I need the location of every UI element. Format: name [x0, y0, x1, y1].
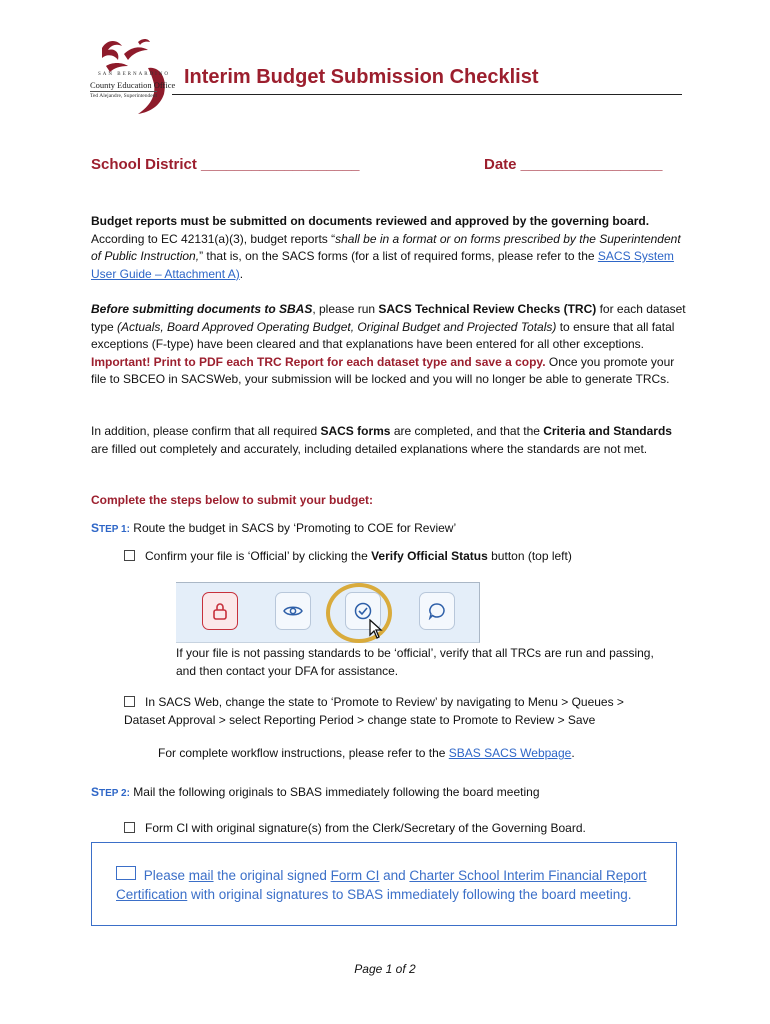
check-circle-icon — [354, 602, 372, 620]
confirm-t1: In addition, please confirm that all required — [91, 424, 321, 438]
step2-item1 — [124, 820, 664, 838]
confirm-b2: Criteria and Standards — [543, 424, 672, 438]
confirm-t3: are filled out completely and accurately, including detailed explanations where the standards are not met. — [91, 441, 648, 456]
chat-bubble-icon — [428, 602, 446, 620]
step1-item1-post: button (top left) — [487, 549, 572, 563]
page-title: Interim Budget Submission Checklist — [184, 66, 539, 88]
step1-note: If your file is not passing standards to be ‘official’, verify that all TRCs are run and passing, and then contact your DFA for assistance. — [176, 646, 654, 678]
eye-icon — [283, 604, 303, 618]
mail-t2: the original signed — [213, 868, 331, 883]
step1-label — [91, 521, 130, 535]
page-number: Page 1 of 2 — [354, 962, 416, 976]
confirm-t2: are completed, and that the — [390, 424, 544, 438]
lock-button[interactable] — [202, 592, 238, 630]
steps-heading: Complete the steps below to submit your budget: — [91, 493, 374, 507]
sacs-toolbar-image — [176, 582, 480, 643]
intro-bold: Budget reports must be submitted on documents reviewed and approved by the governing board. — [91, 214, 650, 228]
step2-text: Mail the following originals to SBAS immediately following the board meeting — [129, 785, 540, 799]
step1-heading — [91, 521, 456, 535]
step1-item1-pre: Confirm your file is ‘Official’ by clicking the — [145, 549, 372, 563]
trc-t2: for each dataset type — [91, 302, 686, 334]
mail-note — [116, 866, 676, 904]
school-district-field: School District ___________________ — [91, 156, 360, 173]
step1-item1 — [124, 548, 664, 566]
intro-end: . — [239, 266, 244, 281]
workflow-pre: For complete workflow instructions, please refer to the — [158, 746, 449, 760]
workflow-post: . — [571, 746, 575, 760]
mail-icon — [116, 866, 136, 880]
title-divider — [172, 94, 682, 95]
form-ci-link[interactable]: Form CI — [330, 868, 380, 883]
lock-icon — [212, 602, 228, 620]
trc-b1: SACS Technical Review Checks (TRC) — [378, 302, 597, 316]
mail-link[interactable]: mail — [188, 868, 214, 883]
logo-line1: SAN BERNARDINO — [98, 72, 171, 77]
confirm-b1: SACS forms — [320, 424, 391, 438]
step2-item1-text: Form CI with original signature(s) from the Clerk/Secretary of the Governing Board. — [145, 821, 586, 835]
step2-label — [91, 785, 130, 799]
trc-important: Important! Print to PDF each TRC Report for each dataset type and save a copy. — [91, 354, 546, 369]
logo-swoosh-icon — [88, 36, 174, 120]
mail-t4: with original signatures to SBAS immediately following the board meeting. — [187, 887, 632, 902]
checkbox[interactable] — [124, 550, 135, 561]
confirm-paragraph — [91, 423, 691, 458]
logo-line3: Ted Alejandre, Superintendent — [90, 93, 157, 99]
step1-item2-text: In SACS Web, change the state to ‘Promote to Review’ by navigating to Menu > Queues > Dataset Approval > select Reporting Period > change state to Promote to Review > Save — [124, 695, 624, 727]
comments-button[interactable] — [419, 592, 455, 630]
trc-lead: Before submitting documents to SBAS — [91, 302, 313, 316]
intro-post: ” that is, on the SACS forms (for a list of required forms, please refer to the — [199, 249, 598, 263]
step2-label-s: S — [91, 785, 100, 799]
step2-heading — [91, 785, 540, 799]
intro-pre: According to EC 42131(a)(3), budget reports “ — [91, 231, 336, 246]
trc-t1: , please run — [312, 302, 379, 316]
step1-item1-bold: Verify Official Status — [371, 549, 488, 563]
intro-paragraph — [91, 213, 691, 283]
trc-i1: (Actuals, Board Approved Operating Budget, Original Budget and Projected Totals) — [117, 319, 557, 334]
checkbox[interactable] — [124, 822, 135, 833]
mail-t3: and — [379, 868, 410, 883]
checkbox[interactable] — [124, 696, 135, 707]
step2-label-rest: TEP 2: — [99, 788, 130, 799]
intro-quote: shall be in a format or on forms prescribed by the Superintendent of Public Instruction, — [91, 231, 681, 263]
trc-t3: to ensure that all fatal exceptions (F-type) have been cleared and that explanations have been entered for all other exceptions. — [91, 319, 675, 351]
step1-item2 — [124, 694, 664, 729]
step1-label-s: S — [91, 521, 100, 535]
sacs-user-guide-link[interactable]: SACS System User Guide – Attachment A) — [91, 249, 674, 281]
sbas-sacs-webpage-link[interactable]: SBAS SACS Webpage — [448, 746, 572, 760]
cursor-arrow-icon — [369, 619, 383, 639]
logo-line2: County Education Office — [90, 80, 176, 90]
date-field: Date _________________ — [484, 156, 663, 173]
charter-certification-link[interactable]: Charter School Interim Financial Report Certification — [116, 868, 647, 902]
step1-label-rest: TEP 1: — [99, 524, 130, 535]
mail-t1: Please — [140, 868, 189, 883]
trc-t4: Once you promote your file to SBCEO in SACSWeb, your submission will be locked and you will no longer be able to generate TRCs. — [91, 354, 675, 386]
workflow-line — [158, 745, 678, 763]
county-logo — [88, 36, 174, 120]
view-button[interactable] — [275, 592, 311, 630]
step1-text: Route the budget in SACS by ‘Promoting to COE for Review’ — [129, 521, 457, 535]
trc-paragraph — [91, 301, 691, 389]
